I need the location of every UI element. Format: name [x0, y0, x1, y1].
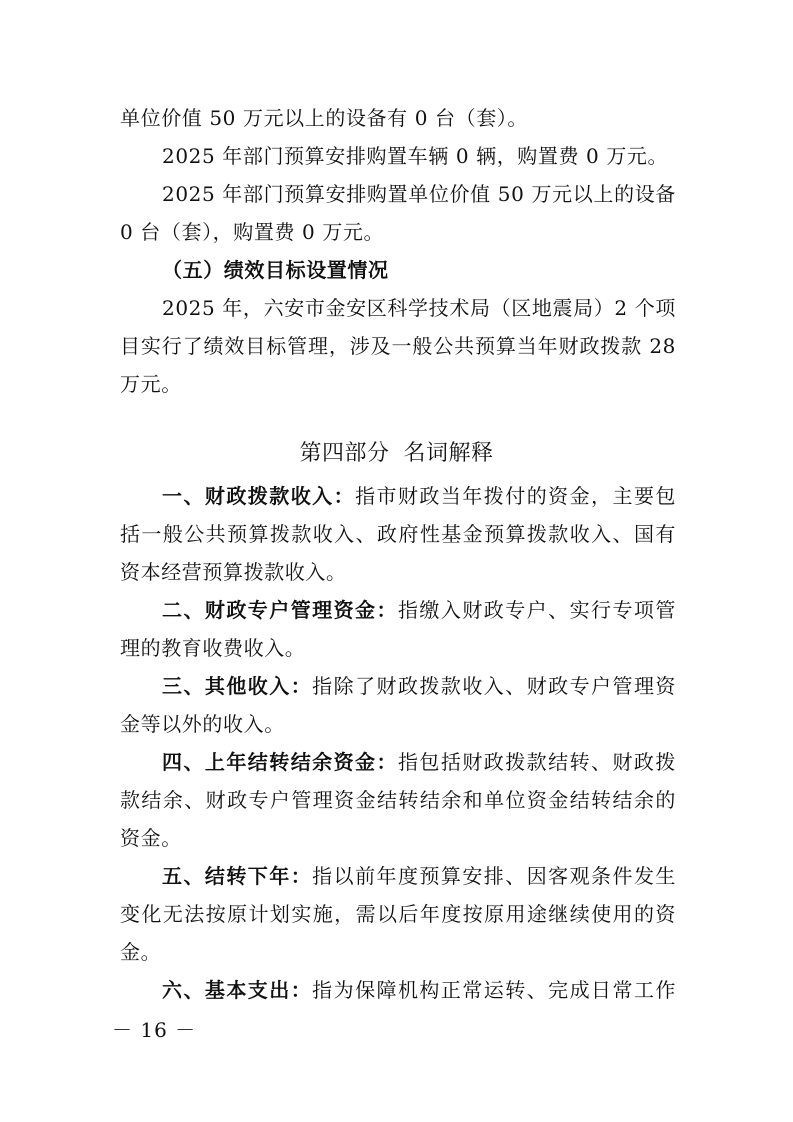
section-title-part1: 第四部分 [299, 441, 390, 466]
term-label: 六、基本支出： [162, 978, 313, 1002]
term-definition: 指市财政当年拨付的资金，主要包 [355, 484, 677, 508]
text-line: 资本经营预算拨款收入。 [120, 560, 347, 584]
text-line: 0 台（套），购置费 0 万元。 [120, 220, 385, 244]
text-line: 万元。 [120, 372, 182, 396]
text-line: 单位价值 50 万元以上的设备有 0 台（套）。 [120, 106, 529, 130]
text-line: 理的教育收费收入。 [120, 636, 306, 660]
text-line: 括一般公共预算拨款收入、政府性基金预算拨款收入、国有 [120, 522, 676, 546]
text-line: 资金。 [120, 826, 182, 850]
text-line: 2025 年，六安市金安区科学技术局（区地震局）2 个项 [162, 296, 676, 320]
term-line [162, 671, 676, 701]
term-line [162, 595, 676, 625]
text-line: 2025 年部门预算安排购置单位价值 50 万元以上的设备 [162, 182, 676, 206]
term-definition: 指以前年度预算安排、因客观条件发生 [312, 864, 677, 888]
text-line: 金等以外的收入。 [120, 712, 285, 736]
text-line: 金。 [120, 940, 162, 964]
text-line: 2025 年部门预算安排购置车辆 0 辆，购置费 0 万元。 [162, 144, 669, 168]
term-line [162, 975, 676, 1005]
term-definition: 指除了财政拨款收入、财政专户管理资 [312, 674, 677, 698]
text-line: 款结余、财政专户管理资金结转结余和单位资金结转结余的 [120, 788, 676, 812]
text-line: 变化无法按原计划实施，需以后年度按原用途继续使用的资 [120, 902, 676, 926]
term-definition: 指包括财政拨款结转、财政拨 [397, 750, 676, 774]
term-line [162, 747, 676, 777]
subsection-heading: （五）绩效目标设置情况 [162, 258, 389, 282]
page-number: － 16 － [112, 1018, 197, 1042]
section-title [0, 438, 793, 470]
term-label: 一、财政拨款收入： [162, 484, 356, 508]
term-label: 二、财政专户管理资金： [162, 598, 398, 622]
term-line [162, 861, 676, 891]
text-line: 目实行了绩效目标管理，涉及一般公共预算当年财政拨款 28 [120, 334, 676, 358]
term-definition: 指为保障机构正常运转、完成日常工作 [312, 978, 677, 1002]
term-line [162, 481, 676, 511]
section-title-part2: 名词解释 [403, 441, 494, 466]
term-label: 五、结转下年： [162, 864, 313, 888]
term-label: 三、其他收入： [162, 674, 313, 698]
term-definition: 指缴入财政专户、实行专项管 [397, 598, 676, 622]
term-label: 四、上年结转结余资金： [162, 750, 398, 774]
